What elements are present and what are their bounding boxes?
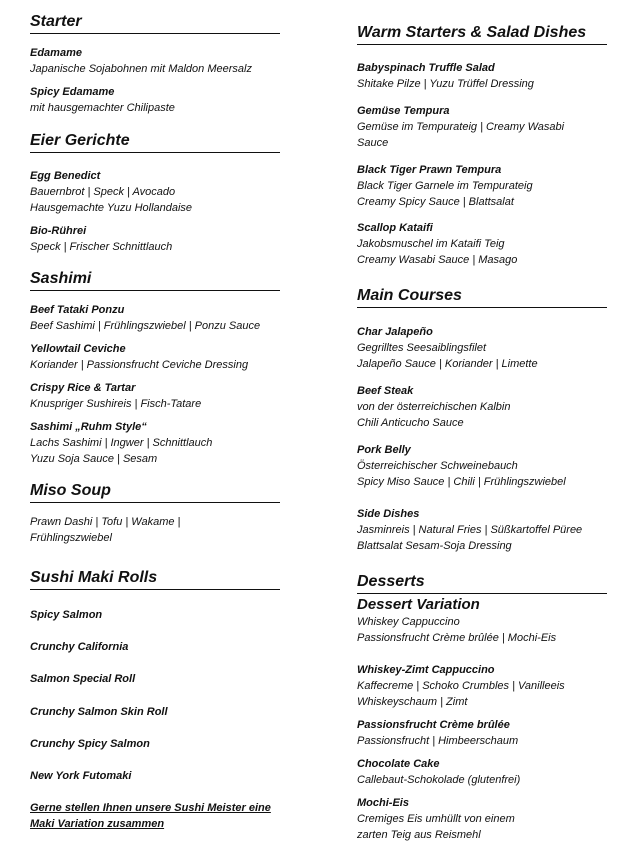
item-description (30, 357, 280, 373)
item-description (357, 772, 607, 788)
item-name: Mochi-Eis (357, 797, 409, 809)
section-title-desserts: Desserts (357, 573, 607, 594)
item-name: Chocolate Cake (357, 758, 440, 770)
item-desc-line: Knuspriger Sushireis | Fisch-Tatare (30, 398, 202, 410)
item-desc-line: Gegrilltes Seesaiblingsfilet (357, 342, 487, 354)
menu-item-scallop-kataifi (357, 220, 607, 268)
item-description (357, 678, 607, 710)
section-title-sashimi: Sashimi (30, 270, 280, 291)
item-name: Sashimi „Ruhm Style“ (30, 421, 147, 433)
menu-item-passionsfrucht-creme-brulee (357, 717, 607, 749)
item-desc-line: zarten Teig aus Reismehl (357, 829, 481, 841)
item-description (30, 61, 280, 77)
item-desc-line: Creamy Wasabi Sauce | Masago (357, 254, 518, 266)
menu-item-crunchy-salmon-skin-roll (30, 704, 280, 720)
item-desc-line: Gemüse im Tempurateig | Creamy Wasabi (357, 121, 565, 133)
item-desc-line: Whiskeyschaum | Zimt (357, 696, 468, 708)
item-name: Edamame (30, 47, 82, 59)
item-desc-line: Passionsfrucht Crème brûlée | Mochi-Eis (357, 632, 557, 644)
menu-item-egg-benedict (30, 168, 280, 216)
item-name: Char Jalapeño (357, 326, 433, 338)
menu-item-gemuese-tempura (357, 103, 607, 151)
item-name: Passionsfrucht Crème brûlée (357, 719, 510, 731)
item-desc-line: von der österreichischen Kalbin (357, 401, 511, 413)
item-name: Scallop Kataifi (357, 222, 433, 234)
item-description (357, 119, 607, 151)
item-desc-line: Koriander | Passionsfrucht Ceviche Dressing (30, 359, 249, 371)
menu-item-edamame (30, 45, 280, 77)
menu-item-beef-steak (357, 383, 607, 431)
menu-item-bio-ruehrei (30, 223, 280, 255)
item-name: Gemüse Tempura (357, 105, 450, 117)
item-name: Whiskey-Zimt Cappuccino (357, 664, 495, 676)
item-description (357, 178, 607, 210)
item-name: Side Dishes (357, 508, 420, 520)
section-title-main-courses: Main Courses (357, 287, 607, 308)
item-desc-line: Bauernbrot | Speck | Avocado (30, 186, 176, 198)
item-description (357, 733, 607, 749)
menu-item-crunchy-california (30, 639, 280, 655)
item-desc-line: Jalapeño Sauce | Koriander | Limette (357, 358, 538, 370)
dessert-variation-title: Dessert Variation (357, 596, 480, 613)
item-description (30, 239, 280, 255)
menu-item-yellowtail-ceviche (30, 341, 280, 373)
item-desc-line: Cremiges Eis umhüllt von einem (357, 813, 515, 825)
item-desc-line: Speck | Frischer Schnittlauch (30, 241, 173, 253)
sushi-master-note: Gerne stellen Ihnen unsere Sushi Meister eine Maki Variation zusammen (30, 802, 271, 830)
item-desc-line: Creamy Spicy Sauce | Blattsalat (357, 196, 514, 208)
item-description (30, 184, 280, 216)
item-desc-line: Yuzu Soja Sauce | Sesam (30, 453, 158, 465)
item-name: Yellowtail Ceviche (30, 343, 126, 355)
menu-item-chocolate-cake (357, 756, 607, 788)
item-name: Bio-Rührei (30, 225, 87, 237)
item-desc-line: Jasminreis | Natural Fries | Süßkartoffel Püree (357, 524, 583, 536)
item-desc-line: Blattsalat Sesam-Soja Dressing (357, 540, 512, 552)
item-name: Crispy Rice & Tartar (30, 382, 136, 394)
item-name: Egg Benedict (30, 170, 101, 182)
menu-item-dessert-variation (357, 596, 607, 646)
item-desc-line: Spicy Miso Sauce | Chili | Frühlingszwiebel (357, 476, 566, 488)
item-description (357, 811, 607, 843)
menu-item-sashimi-ruhm-style (30, 419, 280, 467)
item-description (357, 522, 607, 554)
item-desc-line: Black Tiger Garnele im Tempurateig (357, 180, 533, 192)
item-desc-line: Kaffecreme | Schoko Crumbles | Vanilleeis (357, 680, 565, 692)
menu-item-crunchy-spicy-salmon (30, 736, 280, 752)
item-name: Pork Belly (357, 444, 411, 456)
section-title-starter: Starter (30, 13, 280, 34)
item-name: Black Tiger Prawn Tempura (357, 164, 502, 176)
item-desc-line: Lachs Sashimi | Ingwer | Schnittlauch (30, 437, 213, 449)
menu-item-whiskey-zimt-cappuccino (357, 662, 607, 710)
item-description (357, 614, 607, 646)
item-name: Salmon Special Roll (30, 673, 136, 685)
item-desc-line: Österreichischer Schweinebauch (357, 460, 518, 472)
menu-item-miso-soup (30, 514, 280, 546)
menu-item-spicy-edamame (30, 84, 280, 116)
item-name: Crunchy Salmon Skin Roll (30, 706, 168, 718)
menu-item-spicy-salmon (30, 607, 280, 623)
item-desc-line: Hausgemachte Yuzu Hollandaise (30, 202, 193, 214)
item-description (357, 76, 607, 92)
menu-item-babyspinach-salad (357, 60, 607, 92)
item-desc-line: Japanische Sojabohnen mit Maldon Meersalz (30, 63, 252, 75)
menu-item-side-dishes (357, 506, 607, 554)
item-description (30, 435, 280, 467)
item-name: Spicy Edamame (30, 86, 115, 98)
item-desc-line: Prawn Dashi | Tofu | Wakame | (30, 516, 181, 528)
item-name: Babyspinach Truffle Salad (357, 62, 495, 74)
section-title-miso-soup: Miso Soup (30, 482, 280, 503)
section-title-eier-gerichte: Eier Gerichte (30, 132, 280, 153)
menu-item-mochi-eis (357, 795, 607, 843)
item-description (30, 100, 280, 116)
item-desc-line: Shitake Pilze | Yuzu Trüffel Dressing (357, 78, 534, 90)
item-description (30, 318, 280, 334)
section-title-warm-starters: Warm Starters & Salad Dishes (357, 24, 607, 45)
item-name: Beef Steak (357, 385, 414, 397)
item-description (30, 514, 280, 546)
menu-item-pork-belly (357, 442, 607, 490)
item-desc-line: Passionsfrucht | Himbeerschaum (357, 735, 519, 747)
menu-item-char-jalapeno (357, 324, 607, 372)
item-desc-line: Callebaut-Schokolade (glutenfrei) (357, 774, 521, 786)
item-desc-line: Chili Anticucho Sauce (357, 417, 464, 429)
item-desc-line: Beef Sashimi | Frühlingszwiebel | Ponzu Sauce (30, 320, 261, 332)
item-desc-line: Sauce (357, 137, 389, 149)
item-desc-line: mit hausgemachter Chilipaste (30, 102, 175, 114)
menu-item-salmon-special-roll (30, 671, 280, 687)
item-description (357, 399, 607, 431)
item-description (357, 236, 607, 268)
item-name: Beef Tataki Ponzu (30, 304, 125, 316)
item-desc-line: Frühlingszwiebel (30, 532, 112, 544)
menu-item-beef-tataki (30, 302, 280, 334)
item-desc-line: Whiskey Cappuccino (357, 616, 460, 628)
item-name: New York Futomaki (30, 770, 132, 782)
item-description (357, 458, 607, 490)
menu-item-black-tiger-prawn (357, 162, 607, 210)
item-name: Crunchy Spicy Salmon (30, 738, 150, 750)
item-name: Crunchy California (30, 641, 129, 653)
item-name: Spicy Salmon (30, 609, 103, 621)
menu-item-new-york-futomaki (30, 768, 280, 784)
section-title-sushi-maki-rolls: Sushi Maki Rolls (30, 569, 280, 590)
item-desc-line: Jakobsmuschel im Kataifi Teig (357, 238, 505, 250)
item-description (30, 396, 280, 412)
item-description (357, 340, 607, 372)
menu-item-crispy-rice-tartar (30, 380, 280, 412)
